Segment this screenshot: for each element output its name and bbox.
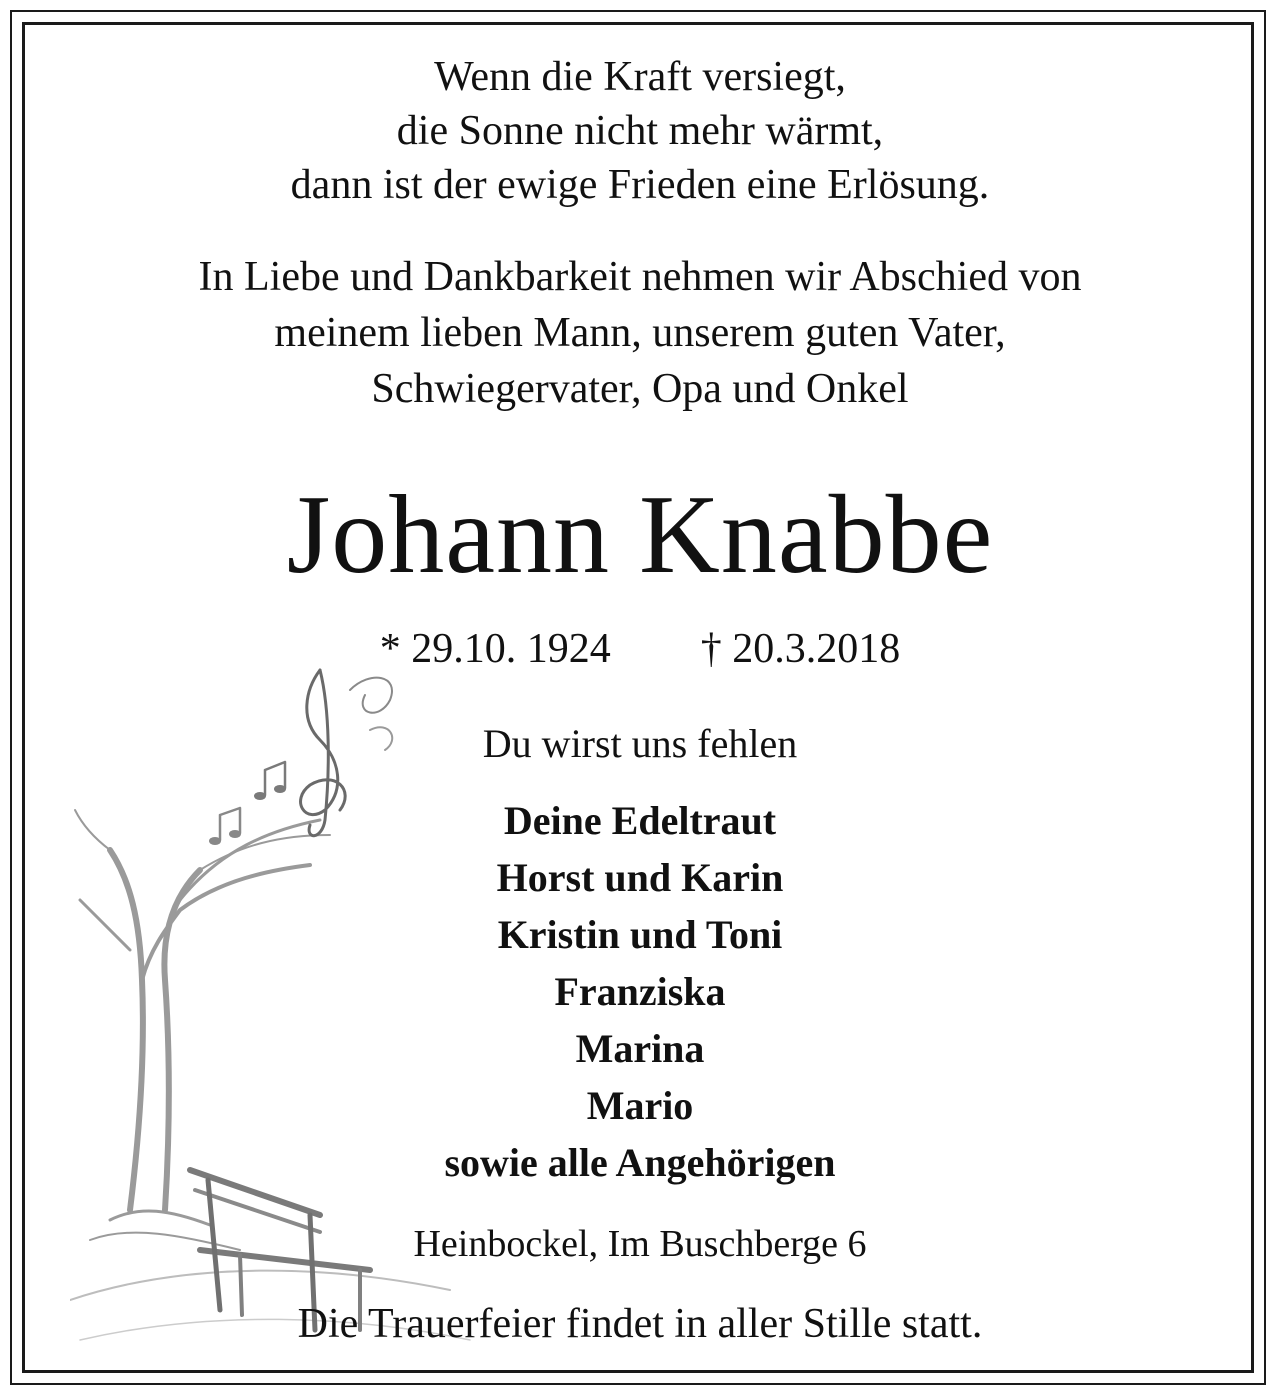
address: Heinbockel, Im Buschberge 6 [413,1223,867,1265]
funeral-note: Die Trauerfeier findet in aller Stille statt. [297,1301,983,1347]
mourner-2: Horst und Karin [496,855,784,900]
mourner-7: sowie alle Angehörigen [444,1140,836,1185]
deceased-name: Johann Knabbe [286,473,994,597]
death-date: † 20.3.2018 [700,626,901,672]
intro-line-2: meinem lieben Mann, unserem guten Vater, [274,310,1006,356]
intro-line-1: In Liebe und Dankbarkeit nehmen wir Abschied von [198,254,1082,300]
life-dates [0,625,1280,673]
mourner-3: Kristin und Toni [497,912,783,957]
birth-date: * 29.10. 1924 [379,626,611,672]
verse-line-3: dann ist der ewige Frieden eine Erlösung. [290,162,990,208]
verse-line-1: Wenn die Kraft versiegt, [434,54,846,100]
mourner-5: Marina [575,1026,705,1071]
intro-line-3: Schwiegervater, Opa und Onkel [371,366,909,412]
mourner-4: Franziska [554,969,726,1014]
farewell-text: Du wirst uns fehlen [482,721,798,766]
verse-line-2: die Sonne nicht mehr wärmt, [396,108,884,154]
mourner-6: Mario [586,1083,694,1128]
mourner-1: Deine Edeltraut [503,798,777,843]
